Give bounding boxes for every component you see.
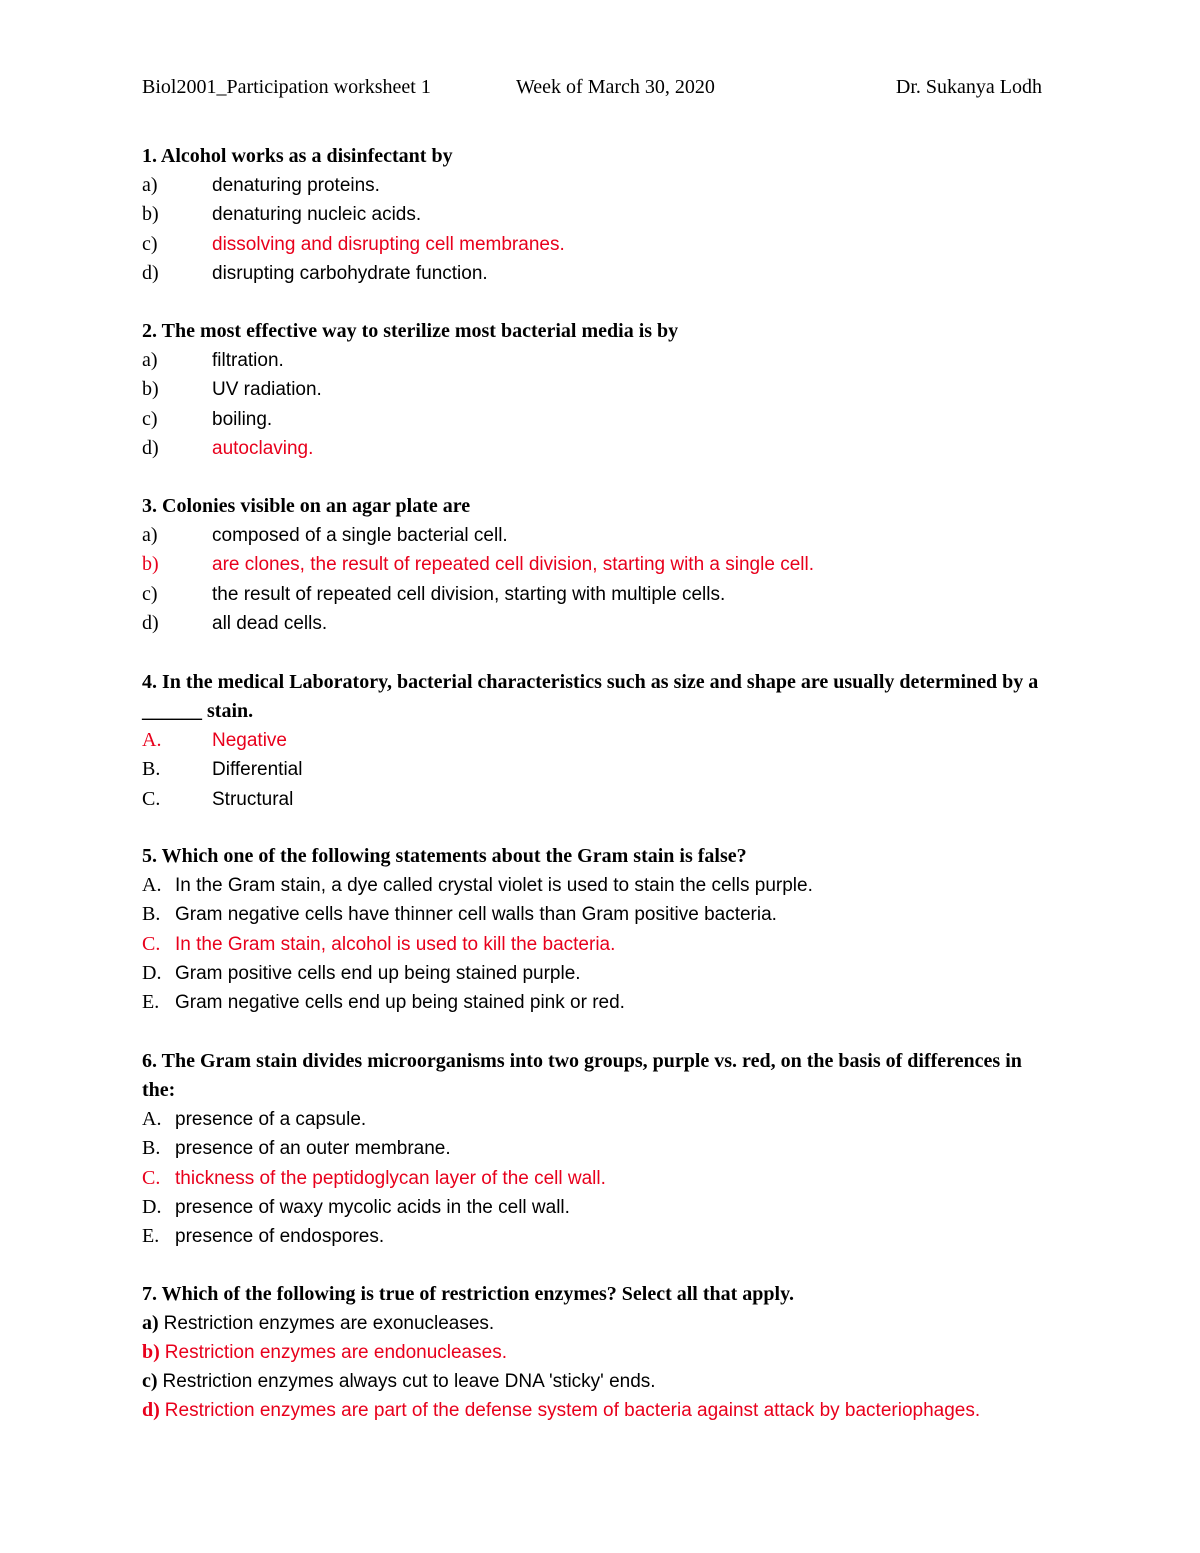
- option-text: Negative: [212, 730, 287, 751]
- option-text: dissolving and disrupting cell membranes.: [212, 233, 565, 255]
- option-label: b): [142, 378, 159, 401]
- option-text: denaturing proteins.: [212, 175, 380, 196]
- option-label: B.: [142, 758, 161, 781]
- option-label: a): [142, 1312, 159, 1334]
- option-7a: [142, 1309, 1047, 1338]
- option-2a: [142, 346, 1047, 375]
- option-label: A.: [142, 729, 162, 751]
- question-text: 5. Which one of the following statements about the Gram stain is false?: [142, 845, 747, 867]
- option-text: thickness of the peptidoglycan layer of the cell wall.: [175, 1167, 606, 1189]
- option-text: boiling.: [212, 408, 273, 430]
- page-header: [142, 72, 1042, 102]
- option-text: In the Gram stain, alcohol is used to kill the bacteria.: [175, 933, 616, 955]
- option-4a-answer: [142, 726, 1047, 755]
- question-7: [142, 1280, 1047, 1425]
- option-label: B.: [142, 903, 161, 926]
- option-text: Restriction enzymes always cut to leave DNA 'sticky' ends.: [162, 1371, 656, 1392]
- option-label: b): [142, 203, 159, 226]
- option-5e: [142, 988, 1047, 1017]
- question-text: 4. In the medical Laboratory, bacterial characteristics such as size and shape are usually determined by a ______ stain.: [142, 671, 1039, 722]
- option-label: b): [142, 1341, 160, 1363]
- option-label: c): [142, 582, 158, 605]
- question-4: [142, 668, 1047, 814]
- option-1a: [142, 171, 1047, 200]
- option-label: d): [142, 436, 159, 459]
- option-label: C.: [142, 932, 161, 955]
- question-5: [142, 842, 1047, 1017]
- option-text: Restriction enzymes are part of the defense system of bacteria against attack by bacteriophages.: [164, 1400, 981, 1421]
- option-label: A.: [142, 874, 162, 896]
- option-text: the result of repeated cell division, starting with multiple cells.: [212, 583, 726, 605]
- option-7c: [142, 1367, 1047, 1396]
- option-6e: [142, 1222, 1047, 1251]
- option-3a: [142, 521, 1047, 550]
- option-label: b): [142, 553, 159, 576]
- option-label: d): [142, 261, 159, 284]
- option-1c-answer: [142, 230, 1047, 259]
- question-3: [142, 492, 1047, 638]
- week-label: Week of March 30, 2020: [516, 76, 715, 98]
- option-5c-answer: [142, 930, 1047, 959]
- option-label: c): [142, 407, 158, 430]
- option-text: Gram positive cells end up being stained purple.: [175, 962, 581, 984]
- question-text: 3. Colonies visible on an agar plate are: [142, 495, 471, 517]
- option-text: disrupting carbohydrate function.: [212, 262, 488, 284]
- option-list: [142, 1105, 1047, 1251]
- option-label: B.: [142, 1137, 161, 1160]
- option-text: presence of endospores.: [175, 1226, 385, 1248]
- instructor-name: Dr. Sukanya Lodh: [895, 76, 1042, 98]
- option-4c: [142, 785, 1047, 814]
- option-label: c): [142, 1370, 158, 1392]
- option-6a: [142, 1105, 1047, 1134]
- option-text: are clones, the result of repeated cell division, starting with a single cell.: [212, 554, 814, 576]
- option-6b: [142, 1134, 1047, 1163]
- option-text: Gram negative cells end up being stained pink or red.: [175, 992, 625, 1014]
- question-text: 7. Which of the following is true of restriction enzymes? Select all that apply.: [142, 1283, 794, 1305]
- option-7b-answer: [142, 1338, 1047, 1367]
- option-5a: [142, 871, 1047, 900]
- option-label: A.: [142, 1108, 162, 1130]
- course-title: Biol2001_Participation worksheet 1: [142, 76, 431, 98]
- option-label: c): [142, 232, 158, 255]
- option-3b-answer: [142, 550, 1047, 579]
- option-text: Restriction enzymes are exonucleases.: [163, 1313, 495, 1334]
- option-text: UV radiation.: [212, 379, 322, 401]
- option-text: all dead cells.: [212, 612, 328, 634]
- option-label: C.: [142, 787, 161, 810]
- option-text: Differential: [212, 759, 303, 781]
- option-4b: [142, 755, 1047, 784]
- option-text: In the Gram stain, a dye called crystal violet is used to stain the cells purple.: [175, 875, 813, 896]
- option-label: d): [142, 1399, 160, 1421]
- option-label: a): [142, 349, 158, 371]
- question-2: [142, 317, 1047, 463]
- question-6: [142, 1047, 1047, 1251]
- option-text: presence of a capsule.: [175, 1109, 367, 1130]
- question-text: 6. The Gram stain divides microorganisms into two groups, purple vs. red, on the basis of differences in the:: [142, 1050, 1022, 1101]
- option-label: D.: [142, 1195, 162, 1218]
- option-2b: [142, 375, 1047, 404]
- option-7d-answer: [142, 1396, 1047, 1425]
- option-label: D.: [142, 961, 162, 984]
- option-label: E.: [142, 1225, 160, 1248]
- option-2d-answer: [142, 434, 1047, 463]
- option-list: [142, 171, 1047, 288]
- option-list: [142, 346, 1047, 463]
- option-3c: [142, 580, 1047, 609]
- option-text: Restriction enzymes are endonucleases.: [164, 1342, 507, 1363]
- option-label: C.: [142, 1166, 161, 1189]
- option-text: autoclaving.: [212, 437, 314, 459]
- option-text: Gram negative cells have thinner cell walls than Gram positive bacteria.: [175, 904, 777, 926]
- option-5b: [142, 900, 1047, 929]
- option-3d: [142, 609, 1047, 638]
- option-list: [142, 521, 1047, 638]
- question-text: 2. The most effective way to sterilize most bacterial media is by: [142, 320, 679, 342]
- option-text: composed of a single bacterial cell.: [212, 525, 508, 546]
- option-list: [142, 726, 1047, 814]
- option-2c: [142, 405, 1047, 434]
- option-text: presence of an outer membrane.: [175, 1138, 451, 1160]
- option-text: Structural: [212, 788, 294, 810]
- option-label: E.: [142, 991, 160, 1014]
- option-list: [142, 871, 1047, 1017]
- option-text: filtration.: [212, 350, 284, 371]
- option-label: a): [142, 524, 158, 546]
- option-label: a): [142, 174, 158, 196]
- option-text: denaturing nucleic acids.: [212, 204, 422, 226]
- option-1d: [142, 259, 1047, 288]
- question-1: [142, 142, 1047, 288]
- option-6d: [142, 1193, 1047, 1222]
- option-label: d): [142, 611, 159, 634]
- question-text: 1. Alcohol works as a disinfectant by: [142, 145, 453, 167]
- option-6c-answer: [142, 1164, 1047, 1193]
- option-5d: [142, 959, 1047, 988]
- option-text: presence of waxy mycolic acids in the cell wall.: [175, 1196, 570, 1218]
- option-1b: [142, 200, 1047, 229]
